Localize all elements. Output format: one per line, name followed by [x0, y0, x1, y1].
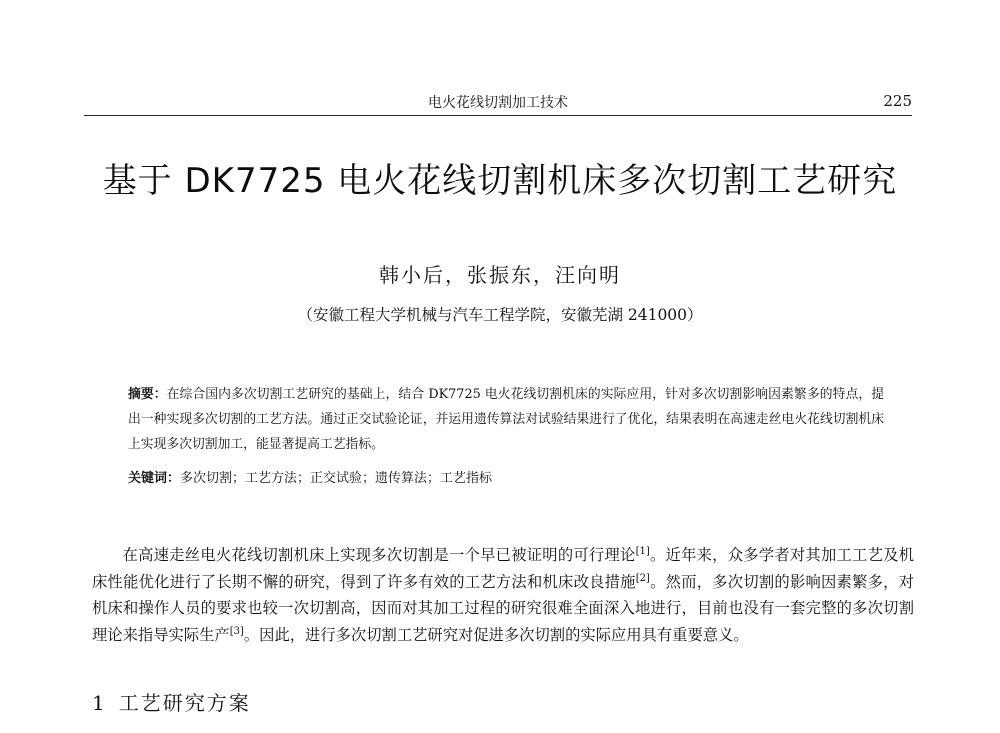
keywords [128, 467, 884, 491]
journal-title: 电火花线切割加工技术 [428, 95, 568, 111]
abstract [128, 382, 884, 457]
intro-text-2: 。近年来，众多学者对其加工工艺及机床性能优化进行了长期不懈的研究，得到了许多有效的工艺方法和机床改良措施 [92, 546, 914, 591]
citation-1: [1] [635, 545, 650, 557]
abstract-text: 在综合国内多次切割工艺研究的基础上，结合 DK7725 电火花线切割机床的实际应用，针对多次切割影响因素繁多的特点，提出一种实现多次切割的工艺方法。通过正交试验论证，并运用遗传算法对试验结果进行了优化，结果表明在高速走丝电火花线切割机床上实现多次切割加工，能显著提高工艺指标。 [128, 387, 884, 452]
intro-text-4: 。因此，进行多次切割工艺研究对促进多次切割的实际应用具有重要意义。 [243, 625, 749, 644]
abstract-label: 摘要： [128, 387, 167, 402]
citation-3: [3] [229, 625, 244, 637]
introduction-paragraph [92, 542, 914, 648]
paper-title: 基于 DK7725 电火花线切割机床多次切割工艺研究 [102, 161, 898, 201]
page-number: 225 [883, 92, 912, 110]
citation-2: [2] [635, 572, 650, 584]
intro-text-3: 。然而，多次切割的影响因素繁多，对机床和操作人员的要求也较一次切割高，因而对其加工过程的研究很难全面深入地进行，目前也没有一套完整的多次切割理论来指导实际生产 [92, 572, 914, 644]
affiliation: （安徽工程大学机械与汽车工程学院，安徽芜湖 241000） [297, 306, 703, 324]
keywords-label: 关键词： [128, 471, 181, 486]
running-header [84, 93, 912, 116]
section-number: 1 [92, 691, 107, 715]
keywords-text: 多次切割；工艺方法；正交试验；遗传算法；工艺指标 [180, 471, 493, 486]
author-list: 韩小后，张振东，汪向明 [379, 263, 621, 287]
intro-text-1: 在高速走丝电火花线切割机床上实现多次切割是一个早已被证明的可行理论 [122, 546, 636, 564]
section-heading [92, 689, 251, 717]
section-title: 工艺研究方案 [118, 691, 251, 715]
